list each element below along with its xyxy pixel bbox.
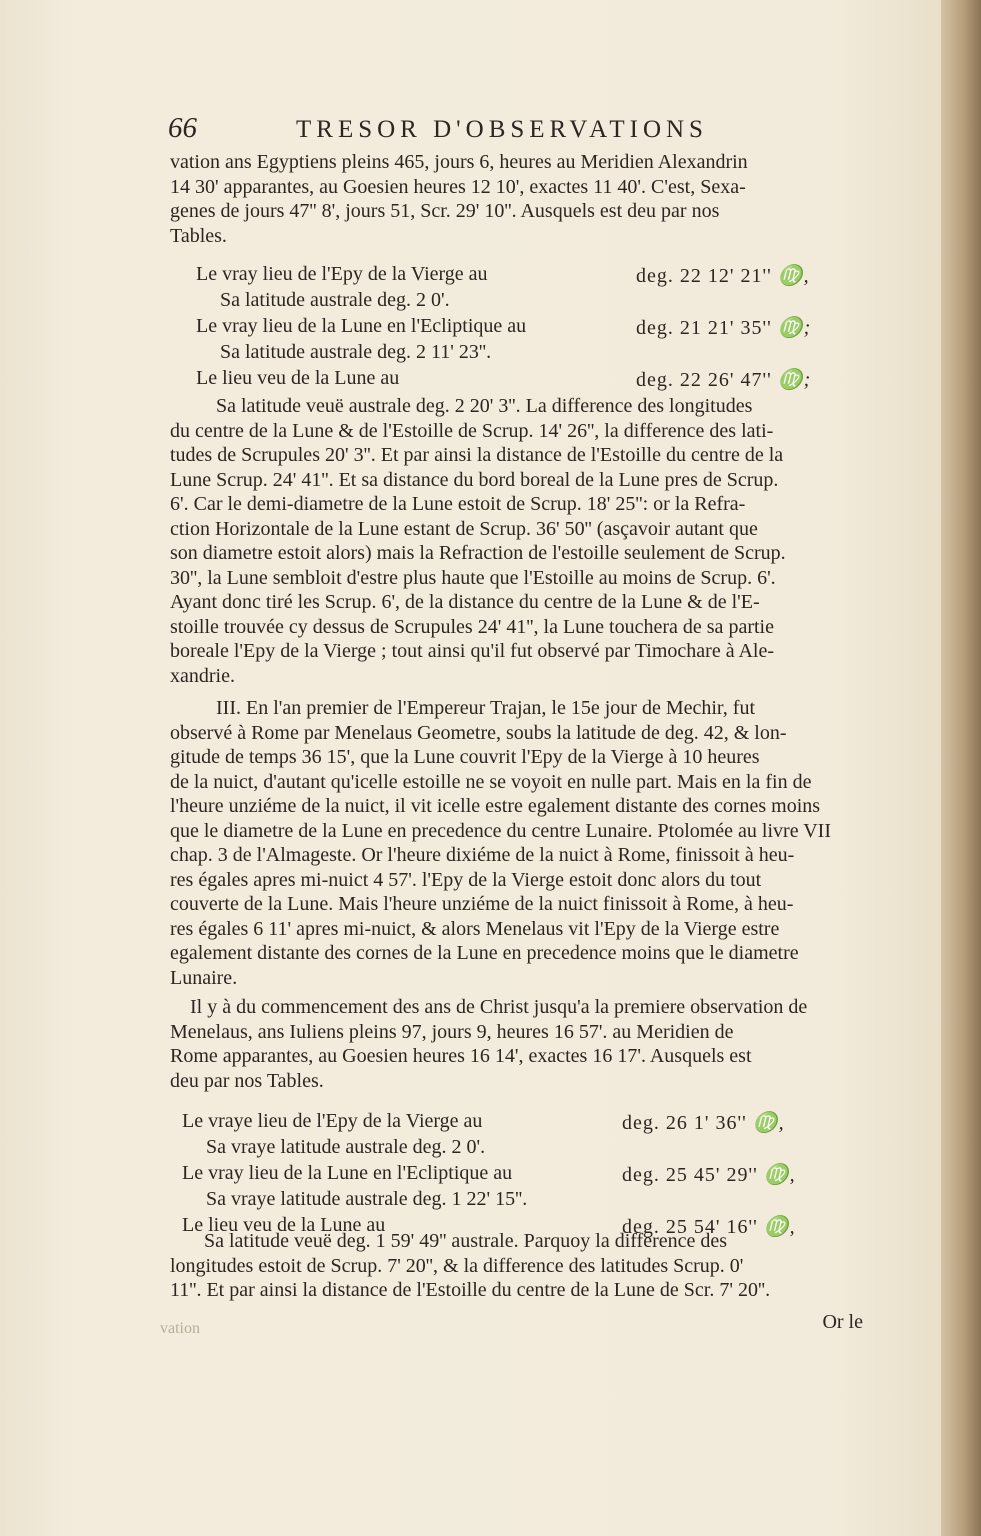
text-line: 14 30' apparantes, au Goesien heures 12 10', exactes 11 40'. C'est, Sexa- (170, 175, 746, 198)
text-line: son diametre estoit alors) mais la Refraction de l'estoille seulement de Scrup. (170, 542, 786, 564)
text-line: Lunaire. (170, 966, 238, 989)
observation-label: Sa vraye latitude australe deg. 1 22' 15''. (206, 1188, 528, 1210)
text-line: Ayant donc tiré les Scrup. 6', de la distance du centre de la Lune & de l'E- (170, 591, 760, 613)
observation-row (182, 1136, 872, 1162)
text-line: Tables. (170, 224, 227, 247)
text-line: Sa latitude veuë australe deg. 2 20' 3''. La difference des longitudes (216, 395, 753, 417)
text-line: tudes de Scrupules 20' 3''. Et par ainsi la distance de l'Estoille du centre de la (170, 444, 784, 466)
text-line: xandrie. (170, 664, 235, 687)
section-iii-paragraph (170, 696, 878, 990)
observation-value: deg. 22 26' 47'' ♍; (636, 369, 812, 391)
text-line: gitude de temps 36 15', que la Lune couvrit l'Epy de la Vierge à 10 heures (170, 746, 760, 768)
observation-label: Le lieu veu de la Lune au (196, 367, 400, 389)
observation-label: Le vray lieu de l'Epy de la Vierge au (196, 263, 488, 285)
text-line: genes de jours 47'' 8', jours 51, Scr. 29' 10''. Ausquels est deu par nos (170, 200, 720, 222)
text-line: 11''. Et par ainsi la distance de l'Estoille du centre de la Lune de Scr. 7' 20''. (170, 1279, 771, 1301)
text-line: vation ans Egyptiens pleins 465, jours 6, heures au Meridien Alexandrin (170, 151, 748, 173)
running-title: TRESOR D'OBSERVATIONS (296, 116, 708, 143)
observation-row (196, 341, 886, 367)
show-through-signature: vation (160, 1320, 200, 1337)
observation-row (196, 315, 886, 341)
intro-paragraph (170, 150, 878, 248)
text-line: longitudes estoit de Scrup. 7' 20'', & la difference des latitudes Scrup. 0' (170, 1254, 744, 1277)
page-header (168, 112, 808, 152)
text-line: res égales 6 11' apres mi-nuict, & alors Menelaus vit l'Epy de la Vierge estre (170, 917, 780, 940)
book-spine (941, 0, 981, 1536)
section-iii-continuation (170, 995, 878, 1093)
observation-row (182, 1188, 872, 1214)
analysis-paragraph (170, 394, 878, 688)
observation-row (182, 1162, 872, 1188)
observation-label: Sa latitude australe deg. 2 0'. (220, 289, 450, 311)
text-line: ction Horizontale de la Lune estant de Scrup. 36' 50'' (asçavoir autant que (170, 517, 758, 540)
observation-row (196, 263, 886, 289)
observation-label: Sa vraye latitude australe deg. 2 0'. (206, 1136, 486, 1158)
text-line: deu par nos Tables. (170, 1069, 324, 1092)
observation-row (182, 1110, 872, 1136)
text-line: que le diametre de la Lune en precedence du centre Lunaire. Ptolomée au livre VII (170, 819, 831, 842)
observation-value: deg. 26 1' 36'' ♍, (622, 1112, 785, 1134)
text-line: Sa latitude veuë deg. 1 59' 49'' australe. Parquoy la difference des (204, 1230, 728, 1252)
text-line: Menelaus, ans Iuliens pleins 97, jours 9, heures 16 57'. au Meridien de (170, 1020, 734, 1043)
catchword: Or le (822, 1311, 863, 1333)
text-line: 30'', la Lune sembloit d'estre plus haute que l'Estoille au moins de Scrup. 6'. (170, 566, 776, 589)
observation-label: Le vray lieu de la Lune en l'Ecliptique au (196, 315, 527, 337)
text-line: l'heure unziéme de la nuict, il vit icelle estre egalement distante des cornes moins (170, 795, 821, 817)
observation-row (196, 367, 886, 393)
text-line: observé à Rome par Menelaus Geometre, soubs la latitude de deg. 42, & lon- (170, 721, 787, 744)
text-line: boreale l'Epy de la Vierge ; tout ainsi qu'il fut observé par Timochare à Ale- (170, 640, 775, 662)
observation-value: deg. 21 21' 35'' ♍; (636, 317, 812, 339)
text-line: chap. 3 de l'Almageste. Or l'heure dixiéme de la nuict à Rome, finissoit à heu- (170, 844, 795, 866)
text-line: Lune Scrup. 24' 41''. Et sa distance du bord boreal de la Lune pres de Scrup. (170, 468, 779, 491)
text-line: de la nuict, d'autant qu'icelle estoille ne se voyoit en nulle part. Mais en la fin de (170, 770, 812, 793)
observation-label: Le lieu veu de la Lune au (182, 1214, 386, 1236)
text-line: res égales apres mi-nuict 4 57'. l'Epy de la Vierge estoit donc alors du tout (170, 868, 762, 891)
observation-label: Le vraye lieu de l'Epy de la Vierge au (182, 1110, 483, 1132)
observation-value: deg. 22 12' 21'' ♍, (636, 265, 810, 287)
observation-value: deg. 25 54' 16'' ♍, (622, 1216, 796, 1238)
observation-value: deg. 25 45' 29'' ♍, (622, 1164, 796, 1186)
text-line: Rome apparantes, au Goesien heures 16 14', exactes 16 17'. Ausquels est (170, 1045, 752, 1067)
text-line: couverte de la Lune. Mais l'heure unziéme de la nuict finissoit à Rome, à heu- (170, 893, 794, 915)
text-line: du centre de la Lune & de l'Estoille de Scrup. 14' 26'', la difference des lati- (170, 419, 774, 442)
text-line: III. En l'an premier de l'Empereur Trajan, le 15e jour de Mechir, fut (216, 697, 756, 719)
observation-table-2 (182, 1110, 872, 1240)
observation-row (196, 289, 886, 315)
observation-label: Sa latitude australe deg. 2 11' 23''. (220, 341, 492, 363)
page-number: 66 (168, 112, 197, 144)
closing-paragraph (170, 1229, 878, 1303)
text-line: 6'. Car le demi-diametre de la Lune estoit de Scrup. 18' 25'': or la Refra- (170, 493, 746, 515)
observation-table-1 (196, 263, 886, 393)
observation-label: Le vray lieu de la Lune en l'Ecliptique au (182, 1162, 513, 1184)
text-line: egalement distante des cornes de la Lune en precedence moins que le diametre (170, 942, 799, 964)
text-line: Il y à du commencement des ans de Christ jusqu'a la premiere observation de (190, 996, 808, 1018)
text-line: stoille trouvée cy dessus de Scrupules 24' 41'', la Lune touchera de sa partie (170, 615, 774, 638)
